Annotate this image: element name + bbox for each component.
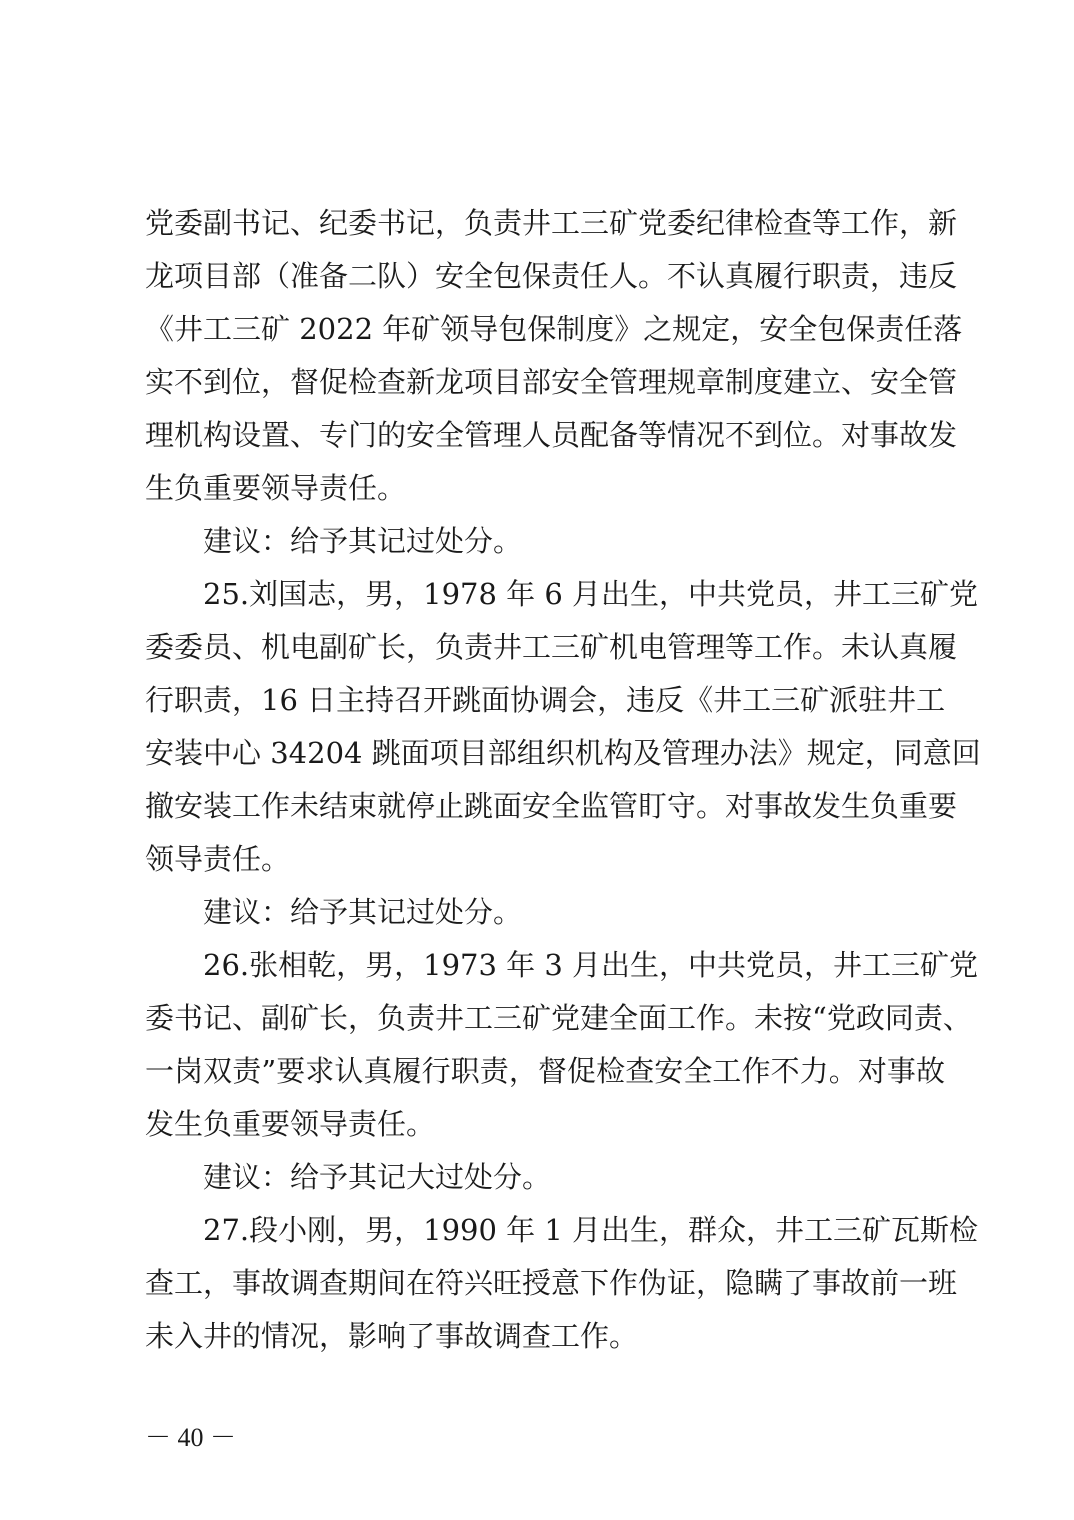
text-line: 发生负重要领导责任。 <box>145 1107 436 1141</box>
text-line: 委委员、机电副矿长，负责井工三矿机电管理等工作。未认真履 <box>145 630 958 664</box>
text-line: 实不到位，督促检查新龙项目部安全管理规章制度建立、安全管 <box>145 365 958 399</box>
text-line: 查工，事故调查期间在符兴旺授意下作伪证，隐瞒了事故前一班 <box>145 1266 958 1300</box>
text-line: 委书记、副矿长，负责井工三矿党建全面工作。未按“党政同责、 <box>145 1001 972 1035</box>
recommendation-line: 建议：给予其记过处分。 <box>203 524 523 558</box>
text-line: 《井工三矿 2022 年矿领导包保制度》之规定，安全包保责任落 <box>145 312 963 346</box>
text-line: 安装中心 34204 跳面项目部组织机构及管理办法》规定，同意回 <box>145 736 981 770</box>
text-line: 25.刘国志，男，1978 年 6 月出生，中共党员，井工三矿党 <box>203 577 979 611</box>
recommendation-line: 建议：给予其记大过处分。 <box>203 1160 552 1194</box>
text-line: 生负重要领导责任。 <box>145 471 407 505</box>
text-line: 未入井的情况，影响了事故调查工作。 <box>145 1319 639 1353</box>
text-line: 龙项目部（准备二队）安全包保责任人。不认真履行职责，违反 <box>145 259 958 293</box>
text-line: 领导责任。 <box>145 842 291 876</box>
text-line: 党委副书记、纪委书记，负责井工三矿党委纪律检查等工作，新 <box>145 206 958 240</box>
text-line: 26.张相乾，男，1973 年 3 月出生，中共党员，井工三矿党 <box>203 948 979 982</box>
text-line: 27.段小刚，男，1990 年 1 月出生，群众，井工三矿瓦斯检 <box>203 1213 979 1247</box>
text-line: 一岗双责”要求认真履行职责，督促检查安全工作不力。对事故 <box>145 1054 945 1088</box>
body-text <box>145 197 981 1363</box>
text-line: 行职责，16 日主持召开跳面协调会，违反《井工三矿派驻井工 <box>145 683 946 717</box>
text-line: 理机构设置、专门的安全管理人员配备等情况不到位。对事故发 <box>145 418 958 452</box>
page-number: － 40 － <box>145 1423 237 1452</box>
text-line: 撤安装工作未结束就停止跳面安全监管盯守。对事故发生负重要 <box>145 789 958 823</box>
recommendation-line: 建议：给予其记过处分。 <box>203 895 523 929</box>
